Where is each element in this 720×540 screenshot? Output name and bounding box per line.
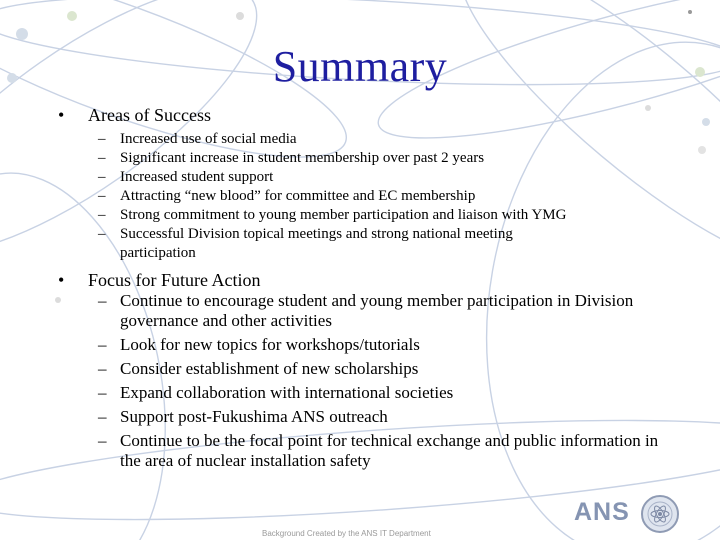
list-item-text: Continue to be the focal point for technical exchange and public information in the area of nuclear installation safety <box>120 431 659 470</box>
list-item-text: Increased student support <box>120 169 274 185</box>
list-item <box>88 431 678 471</box>
slide-title: Summary <box>272 42 448 91</box>
dash-icon: – <box>98 359 107 378</box>
ans-logo <box>574 494 708 534</box>
list-item-text: Continue to encourage student and young member participation in Division governance and other activities <box>120 291 634 330</box>
dash-icon: – <box>98 150 106 166</box>
section-areas-of-success <box>58 104 678 126</box>
section-heading: Focus for Future Action <box>88 270 261 290</box>
list-item-text: Successful Division topical meetings and strong national meeting participation <box>120 226 513 261</box>
list-item-text: Expand collaboration with international societies <box>120 383 454 402</box>
success-list <box>58 130 678 263</box>
bullet-icon: • <box>58 270 65 290</box>
dash-icon: – <box>98 431 107 450</box>
list-item-text: Increased use of social media <box>120 131 297 147</box>
ans-seal-icon <box>640 494 680 534</box>
bullet-icon: • <box>58 105 65 125</box>
dash-icon: – <box>98 131 106 147</box>
list-item <box>88 291 678 331</box>
list-item <box>88 149 678 168</box>
list-item <box>88 206 678 225</box>
list-item <box>88 168 678 187</box>
list-item <box>88 407 678 427</box>
section-focus-for-future-action <box>58 269 678 291</box>
dash-icon: – <box>98 383 107 402</box>
section-heading: Areas of Success <box>88 105 211 125</box>
future-action-list <box>58 291 678 471</box>
dash-icon: – <box>98 407 107 426</box>
ans-logo-text: ANS <box>574 498 630 526</box>
dash-icon: – <box>98 188 106 204</box>
dash-icon: – <box>98 335 107 354</box>
dash-icon: – <box>98 226 106 242</box>
dash-icon: – <box>98 207 106 223</box>
list-item <box>88 383 678 403</box>
list-item-text: Significant increase in student membership over past 2 years <box>120 150 485 166</box>
list-item <box>88 130 678 149</box>
list-item-text: Consider establishment of new scholarships <box>120 359 419 378</box>
slide-content <box>58 104 678 475</box>
list-item-text: Attracting “new blood” for committee and EC membership <box>120 188 476 204</box>
footer-credit: Background Created by the ANS IT Department <box>262 529 431 538</box>
list-item <box>88 225 560 263</box>
list-item-text: Strong commitment to young member participation and liaison with YMG <box>120 207 567 223</box>
list-item-text: Support post-Fukushima ANS outreach <box>120 407 388 426</box>
dash-icon: – <box>98 291 107 310</box>
dash-icon: – <box>98 169 106 185</box>
list-item <box>88 187 678 206</box>
list-item <box>88 335 678 355</box>
list-item-text: Look for new topics for workshops/tutorials <box>120 335 420 354</box>
list-item <box>88 359 678 379</box>
